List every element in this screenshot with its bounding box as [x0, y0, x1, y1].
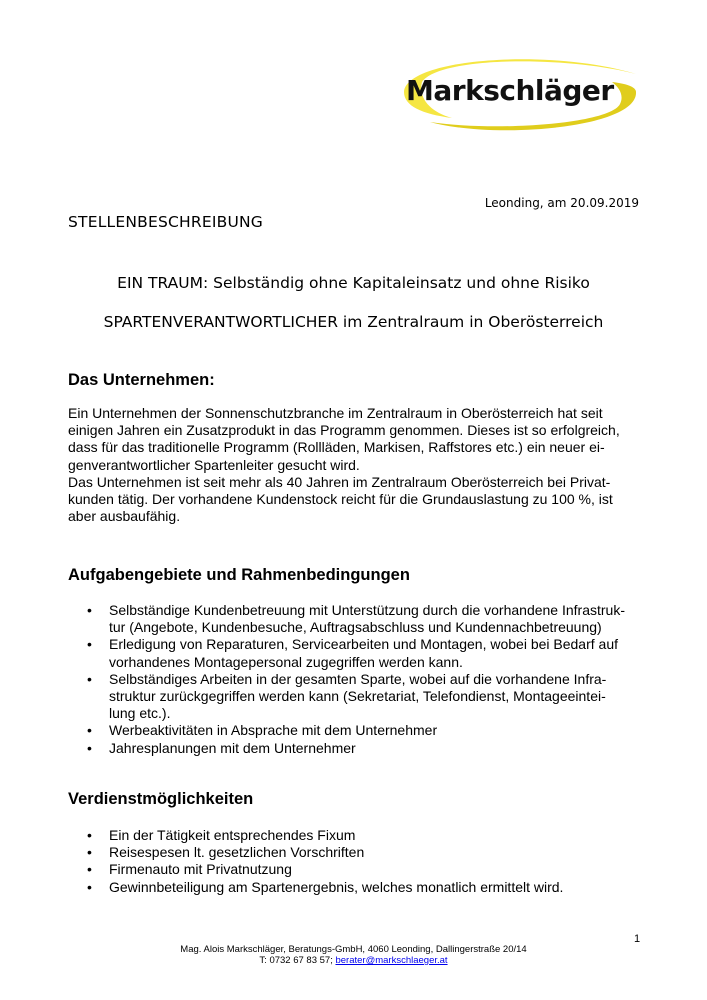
list-item-text: Reisespesen lt. gesetzlichen Vorschriften — [109, 844, 365, 861]
list-item-line: Erledigung von Reparaturen, Servicearbeiten und Montagen, wobei bei Bedarf auf — [109, 636, 618, 653]
page-footer — [0, 944, 707, 966]
logo-text: Markschläger — [406, 74, 614, 107]
paragraph-line: dass für das traditionelle Programm (Rollläden, Markisen, Raffstores etc.) ein neuer ei- — [68, 439, 605, 456]
paragraph-line: einigen Jahren ein Zusatzprodukt in das Programm genommen. Dieses ist so erfolgreich, — [68, 422, 620, 439]
company-paragraph — [68, 405, 648, 525]
list-item-line: lung etc.). — [109, 705, 171, 722]
list-item: • Selbständige Kundenbetreuung mit Unterstützung durch die vorhandene Infrastruk- tur (Angebote, Kundenbesuche, Auftragsabschluss und Kundennachbetreuung) — [68, 602, 648, 636]
page-number: 1 — [634, 933, 641, 945]
list-item: • Ein der Tätigkeit entsprechendes Fixum — [68, 827, 648, 844]
list-item-line: tur (Angebote, Kundenbesuche, Auftragsabschluss und Kundennachbetreuung) — [109, 619, 602, 636]
list-item-line: Werbeaktivitäten in Absprache mit dem Unternehmer — [109, 722, 438, 739]
list-item: • Jahresplanungen mit dem Unternehmer — [68, 740, 648, 757]
headline-1: EIN TRAUM: Selbständig ohne Kapitaleinsatz und ohne Risiko — [117, 274, 590, 292]
footer-address: Mag. Alois Markschläger, Beratungs-GmbH, 4060 Leonding, Dallingerstraße 20/14 — [180, 944, 527, 955]
list-item-line: Selbständige Kundenbetreuung mit Unterstützung durch die vorhandene Infrastruk- — [109, 602, 625, 618]
list-item-text: Firmenauto mit Privatnutzung — [109, 861, 292, 878]
list-item: • Werbeaktivitäten in Absprache mit dem Unternehmer — [68, 722, 648, 739]
section-title-earnings: Verdienstmöglichkeiten — [68, 790, 254, 808]
list-item: • Reisespesen lt. gesetzlichen Vorschriften — [68, 844, 648, 861]
list-item-line: struktur zurückgegriffen werden kann (Sekretariat, Telefondienst, Montageeintei- — [109, 688, 606, 705]
list-item-text: Ein der Tätigkeit entsprechendes Fixum — [109, 827, 356, 843]
list-item-text: Gewinnbeteiligung am Spartenergebnis, welches monatlich ermittelt wird. — [109, 878, 564, 895]
section-title-company: Das Unternehmen: — [68, 371, 215, 389]
list-item-line: Selbständiges Arbeiten in der gesamten Sparte, wobei auf die vorhandene Infra- — [109, 670, 607, 687]
paragraph-line: genverantwortlicher Spartenleiter gesucht wird. — [68, 456, 360, 473]
document-date: Leonding, am 20.09.2019 — [484, 196, 639, 210]
paragraph-line: Das Unternehmen ist seit mehr als 40 Jahren im Zentralraum Oberösterreich bei Privat- — [68, 473, 611, 490]
list-item: • Gewinnbeteiligung am Spartenergebnis, welches monatlich ermittelt wird. — [68, 879, 648, 896]
tasks-list — [68, 602, 648, 757]
paragraph-line: kunden tätig. Der vorhandene Kundenstock reicht für die Grundauslastung zu 100 %, ist — [68, 491, 613, 508]
document-type: STELLENBESCHREIBUNG — [68, 213, 264, 231]
footer-contact — [0, 955, 707, 966]
list-item: • Firmenauto mit Privatnutzung — [68, 861, 648, 878]
company-logo — [400, 52, 640, 136]
section-title-tasks: Aufgabengebiete und Rahmenbedingungen — [68, 566, 410, 584]
list-item: • Selbständiges Arbeiten in der gesamten Sparte, wobei auf die vorhandene Infra- struktur zurückgegriffen werden kann (Sekretariat, Telefondienst, Montageeintei- lung etc.). — [68, 671, 648, 723]
footer-email-link[interactable]: berater@markschlaeger.at — [335, 955, 448, 966]
earnings-list — [68, 827, 648, 896]
paragraph-line: Ein Unternehmen der Sonnenschutzbranche im Zentralraum in Oberösterreich hat seit — [68, 405, 603, 421]
list-item: • Erledigung von Reparaturen, Servicearbeiten und Montagen, wobei bei Bedarf auf vorhandenes Montagepersonal zugegriffen werden kann. — [68, 636, 648, 670]
footer-phone: T: 0732 67 83 57; — [259, 955, 333, 966]
list-item-line: vorhandenes Montagepersonal zugegriffen werden kann. — [109, 653, 463, 670]
paragraph-line: aber ausbaufähig. — [68, 508, 181, 525]
headline-2: SPARTENVERANTWORTLICHER im Zentralraum in Oberösterreich — [103, 313, 604, 331]
list-item-line: Jahresplanungen mit dem Unternehmer — [109, 739, 356, 756]
